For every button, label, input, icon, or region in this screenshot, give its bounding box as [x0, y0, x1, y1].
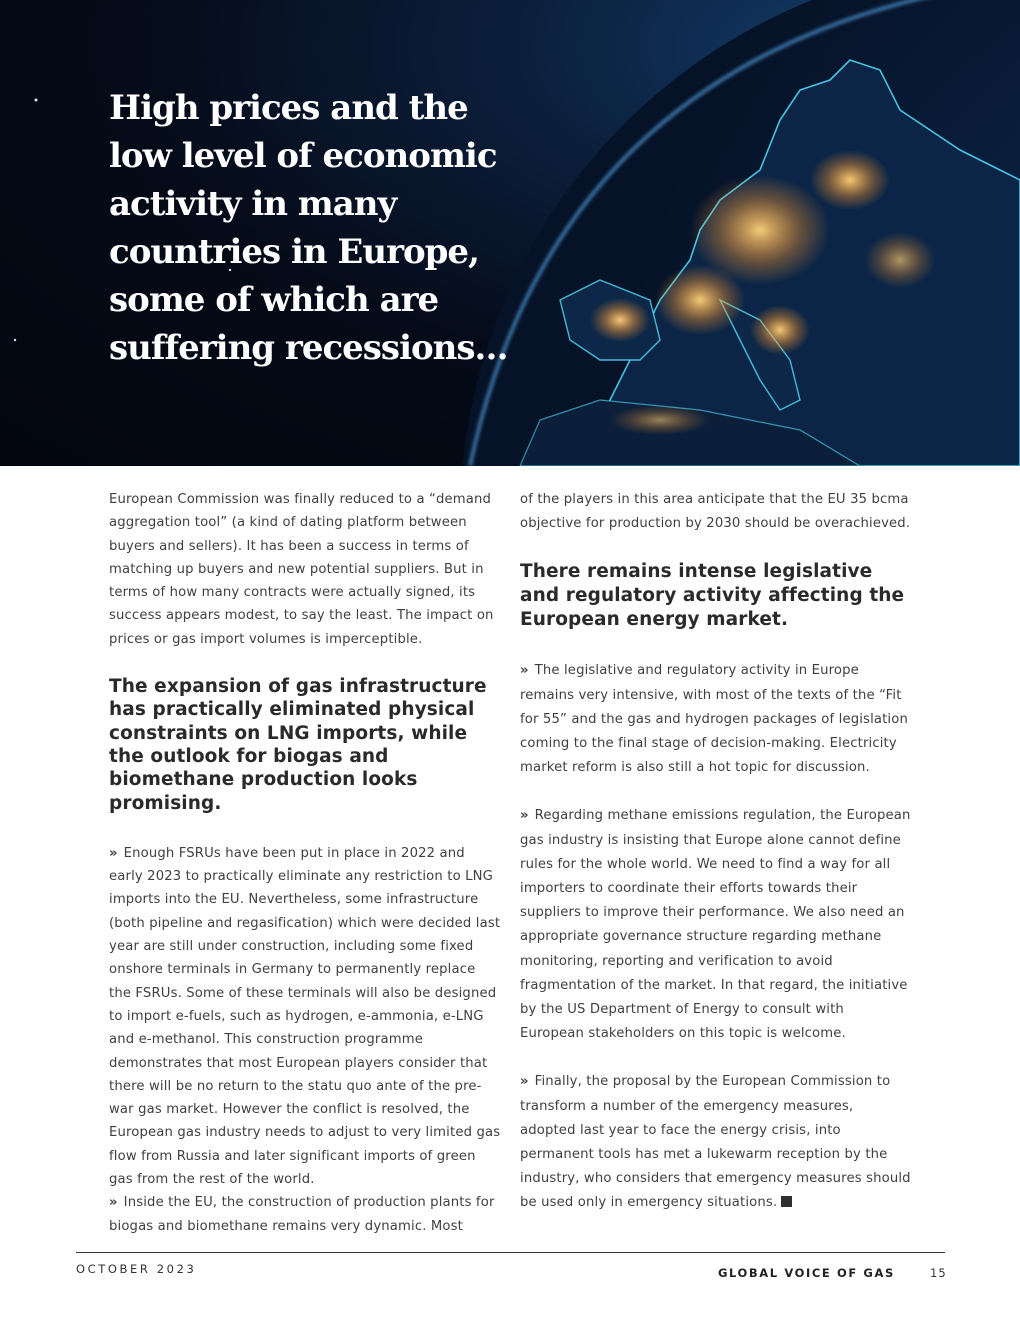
hero-banner	[0, 0, 1020, 466]
bullet-marker: »	[520, 808, 529, 824]
bullet-text: The legislative and regulatory activity in Europe remains very intensive, with most of the texts of the “Fit for 55” and the gas and hydrogen packages of legislation coming to the final stage of decision-making. Electricity market reform is also still a hot topic for discussion.	[520, 663, 908, 776]
bullet-paragraph	[520, 804, 912, 1046]
bullet-marker: »	[109, 845, 118, 861]
section-subheading: The expansion of gas infrastructure has practically eliminated physical constraints on LNG imports, while the outlook for biogas and biomethane production looks promising.	[109, 676, 487, 814]
paragraph: European Commission was finally reduced to a “demand aggregation tool” (a kind of dating platform between buyers and sellers). It has been a success in terms of matching up buyers and new potential suppliers. But in terms of how many contracts were actually signed, its success appears modest, to say the least. The impact on prices or gas import volumes is imperceptible.	[109, 492, 494, 647]
right-column	[520, 488, 912, 1216]
bullet-marker: »	[520, 1074, 529, 1090]
bullet-text: Enough FSRUs have been put in place in 2022 and early 2023 to practically eliminate any restriction to LNG imports into the EU. Nevertheless, some infrastructure (both pipeline and regasification) which were decided last year are still under construction, including some fixed onshore terminals in Germany to permanently replace the FSRUs. Some of these terminals will also be designed to import e-fuels, such as hydrogen, e-ammonia, e-LNG and e-methanol. This construction programme demonstrates that most European players consider that there will be no return to the statu quo ante of the pre-war gas market. However the conflict is resolved, the European gas industry needs to adjust to very limited gas flow from Russia and later significant imports of green gas from the rest of the world.	[109, 845, 501, 1188]
bullet-paragraph	[520, 659, 912, 780]
bullet-marker: »	[520, 663, 529, 679]
bullet-paragraph	[109, 1191, 501, 1238]
paragraph: of the players in this area anticipate that the EU 35 bcma objective for production by 2030 should be overachieved.	[520, 492, 911, 532]
bullet-text: Finally, the proposal by the European Commission to transform a number of the emergency measures, adopted last year to face the energy crisis, into permanent tools has met a lukewarm reception by the industry, who considers that emergency measures should be used only in emergency situations.	[520, 1074, 911, 1211]
bullet-paragraph	[109, 842, 501, 1191]
bullet-paragraph	[520, 1070, 912, 1215]
page-number: 15	[930, 1266, 947, 1280]
end-of-article-icon	[781, 1196, 792, 1207]
footer-divider	[76, 1252, 945, 1253]
bullet-text: Inside the EU, the construction of production plants for biogas and biomethane remains very dynamic. Most	[109, 1195, 495, 1234]
section-subheading: There remains intense legislative and regulatory activity affecting the European energy market.	[520, 561, 905, 631]
footer-date: OCTOBER 2023	[76, 1262, 197, 1276]
bullet-marker: »	[109, 1195, 118, 1211]
footer-publication-name: GLOBAL VOICE OF GAS	[718, 1266, 895, 1280]
bullet-text: Regarding methane emissions regulation, the European gas industry is insisting that Europe alone cannot define rules for the whole world. We need to find a way for all importers to coordinate their efforts towards their suppliers to improve their performance. We also need an appropriate governance structure regarding methane monitoring, reporting and verification to avoid fragmentation of the market. In that regard, the initiative by the US Department of Energy to consult with European stakeholders on this topic is welcome.	[520, 808, 911, 1042]
left-column	[109, 488, 501, 1238]
pull-quote: High prices and the low level of economic activity in many countries in Europe, some of which are suffering recessions…	[109, 88, 508, 368]
